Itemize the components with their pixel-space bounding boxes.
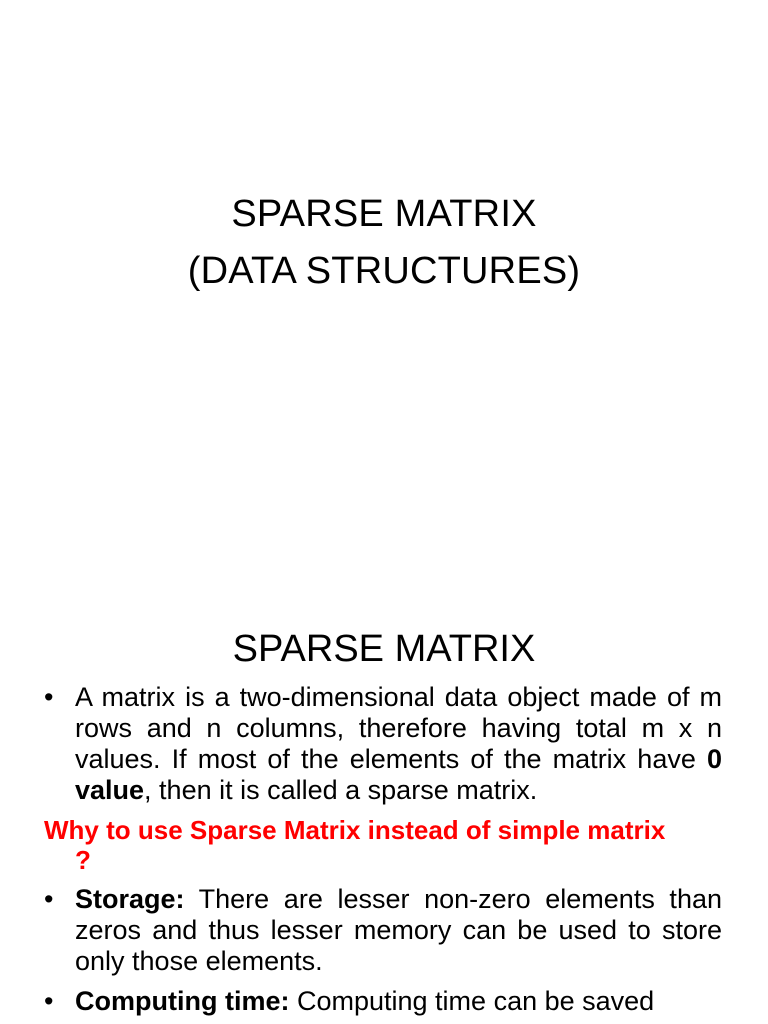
bullet-point: • xyxy=(44,884,54,914)
storage-text: There are lesser non-zero elements than zeros and thus lesser memory can be used to store only those elements. xyxy=(75,884,722,976)
slide-1-title xyxy=(0,186,768,300)
definition-bold: 0 value xyxy=(75,744,722,805)
computing-paragraph xyxy=(44,986,722,1017)
definition-text: A matrix is a two-dimensional data object made of m rows and n columns, therefore having total m x n values. If most of the elements of the matrix have xyxy=(75,682,722,774)
slide-2-body xyxy=(44,682,722,1024)
title-line-1: SPARSE MATRIX xyxy=(231,193,537,235)
definition-text-end: , then it is called a sparse matrix. xyxy=(144,775,538,805)
definition-paragraph xyxy=(44,682,722,806)
why-question-text: Why to use Sparse Matrix instead of simple matrix xyxy=(44,815,666,845)
title-line-2: (DATA STRUCTURES) xyxy=(187,250,581,292)
bullet-point: • xyxy=(44,682,54,712)
why-question xyxy=(44,815,722,875)
why-question-mark: ? xyxy=(75,845,91,875)
storage-label: Storage: xyxy=(75,884,185,914)
storage-paragraph xyxy=(44,884,722,977)
computing-text: Computing time can be saved xyxy=(289,986,655,1016)
bullet-point: • xyxy=(44,986,54,1016)
slide-2-title: SPARSE MATRIX xyxy=(232,628,536,670)
slide-2 xyxy=(0,576,768,1024)
computing-label: Computing time: xyxy=(75,986,290,1016)
